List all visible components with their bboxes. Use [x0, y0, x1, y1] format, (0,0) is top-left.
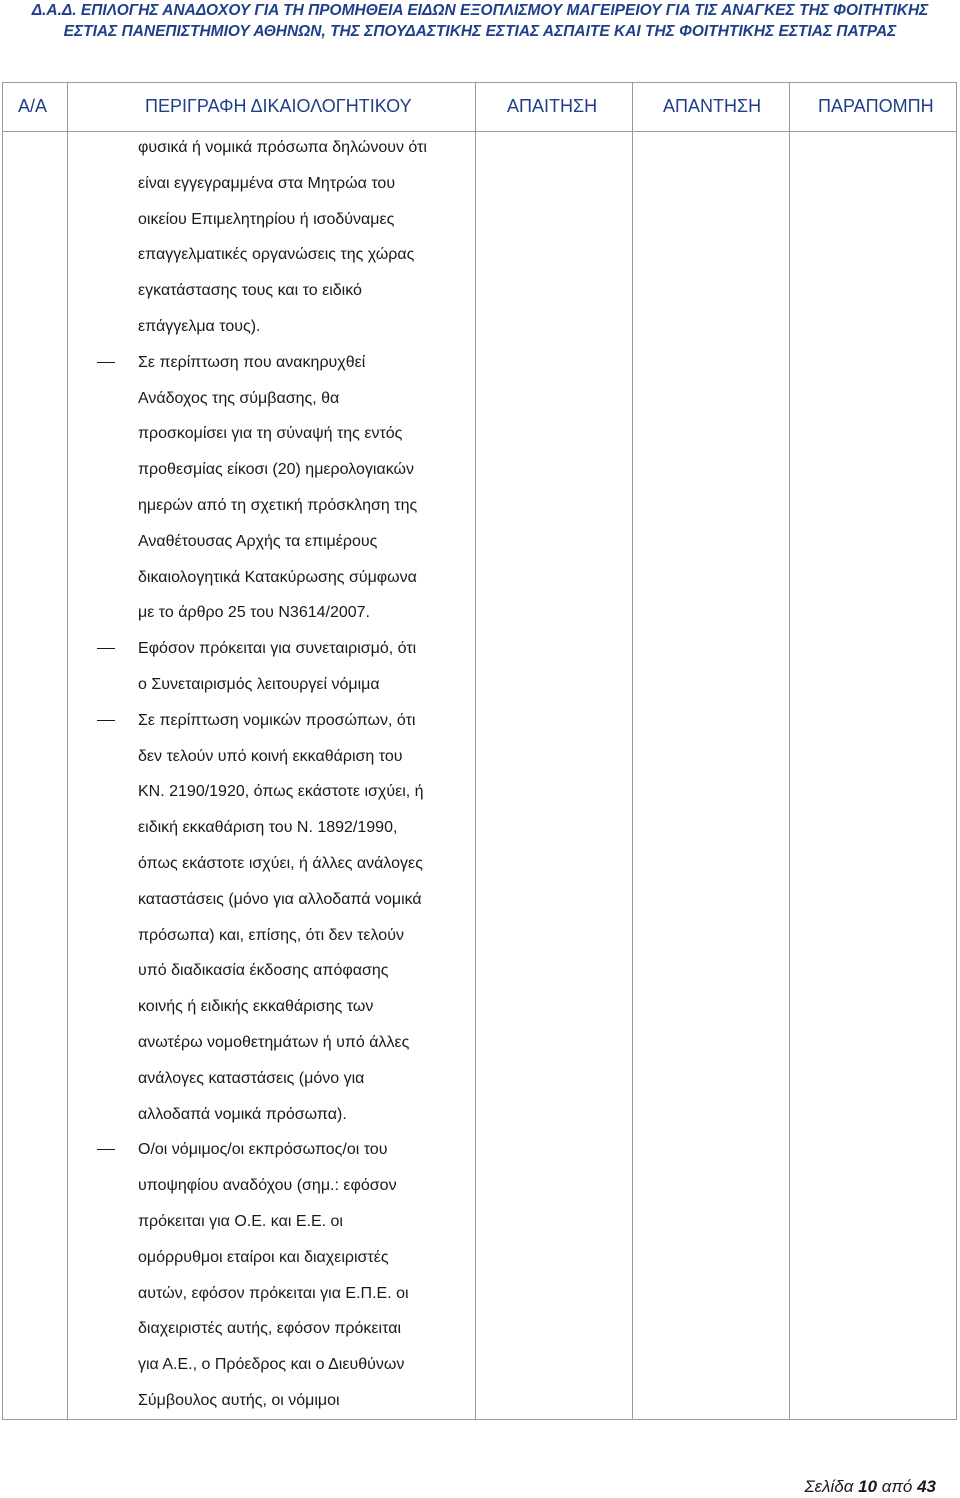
document-header [0, 0, 960, 42]
description-line-text: Σε περίπτωση που ανακηρυχθεί [138, 353, 366, 371]
description-line-text: ο Συνεταιρισμός λειτουργεί νόμιμα [138, 675, 380, 693]
description-line-text: δεν τελούν υπό κοινή εκκαθάριση του [138, 747, 403, 765]
description-line [138, 452, 468, 488]
description-line [138, 739, 468, 775]
description-line-text: αυτών, εφόσον πρόκειται για Ε.Π.Ε. οι [138, 1284, 409, 1302]
column-divider [67, 83, 68, 1419]
description-line [138, 631, 468, 667]
description-line-text: είναι εγγεγραμμένα στα Μητρώα του [138, 174, 396, 192]
description-line [138, 918, 468, 954]
column-header-description: ΠΕΡΙΓΡΑΦΗ ΔΙΚΑΙΟΛΟΓΗΤΙΚΟΥ [145, 96, 412, 116]
description-line-text: Εφόσον πρόκειται για συνεταιρισμό, ότι [138, 640, 417, 658]
description-line-text: όπως εκάστοτε ισχύει, ή άλλες ανάλογες [138, 854, 423, 872]
dash-bullet-icon [97, 362, 115, 363]
description-line [138, 130, 468, 166]
description-line [138, 488, 468, 524]
page-footer [804, 1477, 936, 1497]
description-line [138, 1204, 468, 1240]
description-line [138, 381, 468, 417]
description-line-text: πρόσωπα) και, επίσης, ότι δεν τελούν [138, 926, 404, 944]
column-header-reference: ΠΑΡΑΠΟΜΠΗ [818, 96, 934, 116]
description-line-text: υποψηφίου αναδόχου (σημ.: εφόσον [138, 1177, 397, 1195]
description-line-text: ειδική εκκαθάριση του Ν. 1892/1990, [138, 819, 398, 837]
description-line-text: επαγγελματικές οργανώσεις της χώρας [138, 246, 415, 264]
description-line-text: Αναθέτουσας Αρχής τα επιμέρους [138, 532, 378, 550]
description-line-text: πρόκειται για Ο.Ε. και Ε.Ε. οι [138, 1212, 343, 1230]
description-line-text: αλλοδαπά νομικά πρόσωπα). [138, 1105, 347, 1123]
header-line-2: ΕΣΤΙΑΣ ΠΑΝΕΠΙΣΤΗΜΙΟΥ ΑΘΗΝΩΝ, ΤΗΣ ΣΠΟΥΔΑΣΤΙΚΗΣ ΕΣΤΙΑΣ ΑΣΠΑΙΤΕ ΚΑΙ ΤΗΣ ΦΟΙΤΗΤΙΚΗΣ ΕΣΤΙΑΣ ΠΑΤΡΑΣ [63, 23, 897, 40]
description-line [138, 1168, 468, 1204]
description-line-text: επάγγελμα τους). [138, 317, 261, 335]
dash-bullet-icon [97, 648, 115, 649]
description-line-text: ημερών από τη σχετική πρόσκληση της [138, 496, 418, 514]
description-line [138, 202, 468, 238]
description-line [138, 989, 468, 1025]
column-divider [789, 83, 790, 1419]
description-line [138, 1097, 468, 1133]
description-line [138, 237, 468, 273]
description-line-text: Σε περίπτωση νομικών προσώπων, ότι [138, 711, 416, 729]
description-line [138, 1383, 468, 1419]
description-line [138, 1061, 468, 1097]
total-pages: 43 [917, 1477, 936, 1496]
dash-bullet-icon [97, 1149, 115, 1150]
description-line [138, 667, 468, 703]
page-of-label: από [881, 1477, 913, 1496]
description-line [138, 846, 468, 882]
description-line-text: δικαιολογητικά Κατακύρωσης σύμφωνα [138, 568, 417, 586]
description-line-text: ομόρρυθμοι εταίροι και διαχειριστές [138, 1248, 389, 1266]
header-line-1: Δ.Α.Δ. ΕΠΙΛΟΓΗΣ ΑΝΑΔΟΧΟΥ ΓΙΑ ΤΗ ΠΡΟΜΗΘΕΙΑ ΕΙΔΩΝ ΕΞΟΠΛΙΣΜΟΥ ΜΑΓΕΙΡΕΙΟΥ ΓΙΑ ΤΙΣ ΑΝΑΓΚΕΣ ΤΗΣ ΦΟΙΤΗΤΙΚΗΣ [31, 2, 929, 19]
description-line [138, 309, 468, 345]
description-line-text: οικείου Επιμελητηρίου ή ισοδύναμες [138, 210, 395, 228]
description-text [138, 130, 468, 1419]
description-line-text: προθεσμίας είκοσι (20) ημερολογιακών [138, 461, 414, 479]
dash-bullet-icon [97, 720, 115, 721]
description-line-text: ΚΝ. 2190/1920, όπως εκάστοτε ισχύει, ή [138, 783, 424, 801]
description-line [138, 524, 468, 560]
description-line [138, 810, 468, 846]
description-line-text: διαχειριστές αυτής, εφόσον πρόκειται [138, 1320, 402, 1338]
description-line [138, 1276, 468, 1312]
description-line [138, 595, 468, 631]
page-label: Σελίδα [804, 1477, 854, 1496]
description-line-text: Ο/οι νόμιμος/οι εκπρόσωπος/οι του [138, 1141, 388, 1159]
description-line [138, 1311, 468, 1347]
column-divider [632, 83, 633, 1419]
description-line-text: για Α.Ε., ο Πρόεδρος και ο Διευθύνων [138, 1356, 405, 1374]
description-line [138, 1025, 468, 1061]
description-line-text: Σύμβουλος αυτής, οι νόμιμοι [138, 1391, 340, 1409]
description-line-text: με το άρθρο 25 του Ν3614/2007. [138, 604, 370, 622]
description-line-text: ανωτέρω νομοθετημάτων ή υπό άλλες [138, 1033, 410, 1051]
description-line [138, 1347, 468, 1383]
description-line [138, 345, 468, 381]
description-line-text: ανάλογες καταστάσεις (μόνο για [138, 1069, 365, 1087]
description-line-text: Ανάδοχος της σύμβασης, θα [138, 389, 340, 407]
column-header-aa: Α/Α [18, 96, 48, 116]
description-line [138, 774, 468, 810]
description-line [138, 953, 468, 989]
description-line [138, 416, 468, 452]
description-line [138, 273, 468, 309]
page-number: 10 [858, 1477, 878, 1496]
column-header-answer: ΑΠΑΝΤΗΣΗ [663, 96, 762, 116]
column-divider [475, 83, 476, 1419]
description-line-text: κοινής ή ειδικής εκκαθάρισης των [138, 998, 374, 1016]
column-header-requirement: ΑΠΑΙΤΗΣΗ [507, 96, 598, 116]
description-line [138, 703, 468, 739]
description-line [138, 1240, 468, 1276]
description-line [138, 1132, 468, 1168]
description-line-text: υπό διαδικασία έκδοσης απόφασης [138, 962, 389, 980]
description-line-text: φυσικά ή νομικά πρόσωπα δηλώνουν ότι [138, 139, 427, 156]
description-line [138, 560, 468, 596]
description-line [138, 166, 468, 202]
description-line-text: καταστάσεις (μόνο για αλλοδαπά νομικά [138, 890, 422, 908]
description-line-text: προσκομίσει για τη σύναψή της εντός [138, 425, 403, 443]
description-line-text: εγκατάστασης τους και το ειδικό [138, 282, 362, 300]
description-line [138, 882, 468, 918]
